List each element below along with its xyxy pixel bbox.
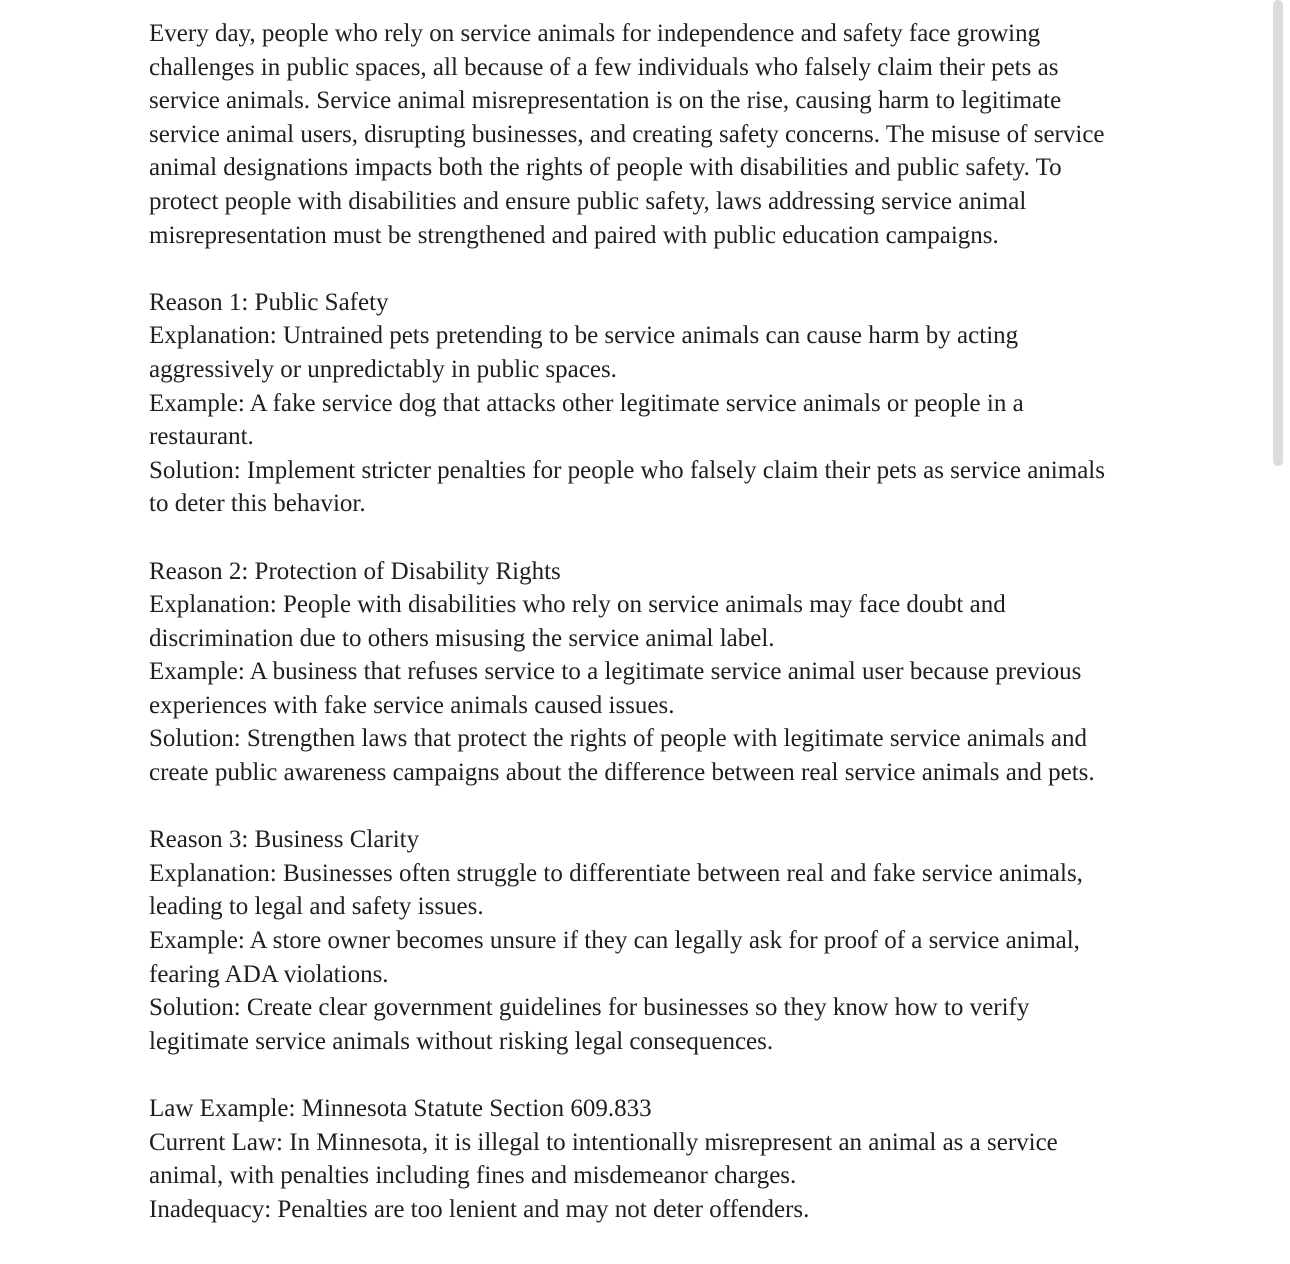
reason-1-solution: Solution: Implement stricter penalties for people who falsely claim their pets as service animals <box>149 456 1105 484</box>
intro-line: Every day, people who rely on service animals for independence and safety face growing <box>149 20 1041 47</box>
law-example-section <box>149 1092 1129 1226</box>
reason-2-solution: create public awareness campaigns about the difference between real service animals and pets. <box>149 759 1095 787</box>
paragraph-spacer <box>149 1058 1129 1092</box>
reason-2-heading: Reason 2: Protection of Disability Rights <box>149 557 561 585</box>
reason-1-heading: Reason 1: Public Safety <box>149 288 389 316</box>
intro-line: challenges in public spaces, all because of a few individuals who falsely claim their pets as <box>149 53 1059 81</box>
reason-1-example: Example: A fake service dog that attacks other legitimate service animals or people in a <box>149 389 1024 417</box>
paragraph-spacer <box>149 521 1129 555</box>
reason-3-solution: Solution: Create clear government guidelines for businesses so they know how to verify <box>149 994 1030 1022</box>
reason-2-explanation: Explanation: People with disabilities who rely on service animals may face doubt and <box>149 591 1006 619</box>
reason-3-example: Example: A store owner becomes unsure if they can legally ask for proof of a service animal, <box>149 927 1080 955</box>
intro-line: service animals. Service animal misrepresentation is on the rise, causing harm to legitimate <box>149 87 1062 115</box>
intro-line: misrepresentation must be strengthened and paired with public education campaigns. <box>149 221 999 249</box>
law-current: animal, with penalties including fines and misdemeanor charges. <box>149 1162 797 1190</box>
intro-paragraph <box>149 17 1129 252</box>
intro-line: animal designations impacts both the rights of people with disabilities and public safety. To <box>149 154 1062 182</box>
document-body <box>149 17 1129 1226</box>
reason-3-heading: Reason 3: Business Clarity <box>149 826 420 854</box>
reason-2-explanation: discrimination due to others misusing the service animal label. <box>149 624 775 652</box>
reason-2-example: experiences with fake service animals caused issues. <box>149 691 675 719</box>
reason-1-example: restaurant. <box>149 423 254 451</box>
law-inadequacy: Inadequacy: Penalties are too lenient and may not deter offenders. <box>149 1195 810 1223</box>
reason-2-example: Example: A business that refuses service to a legitimate service animal user because previous <box>149 658 1082 686</box>
intro-line: protect people with disabilities and ensure public safety, laws addressing service animal <box>149 187 1027 215</box>
scrollbar-thumb[interactable] <box>1273 0 1283 466</box>
reason-3-solution: legitimate service animals without risking legal consequences. <box>149 1027 774 1055</box>
reason-3-example: fearing ADA violations. <box>149 960 389 988</box>
reason-3-section <box>149 823 1129 1058</box>
intro-line: service animal users, disrupting businesses, and creating safety concerns. The misuse of service <box>149 120 1105 148</box>
reason-1-explanation: Explanation: Untrained pets pretending to be service animals can cause harm by acting <box>149 322 1019 350</box>
law-heading: Law Example: Minnesota Statute Section 609.833 <box>149 1095 652 1122</box>
vertical-scrollbar[interactable] <box>1270 0 1290 1264</box>
reason-1-solution: to deter this behavior. <box>149 490 366 518</box>
reason-3-explanation: Explanation: Businesses often struggle to differentiate between real and fake service animals, <box>149 859 1083 887</box>
law-current: Current Law: In Minnesota, it is illegal to intentionally misrepresent an animal as a service <box>149 1128 1058 1156</box>
reason-3-explanation: leading to legal and safety issues. <box>149 893 484 921</box>
reason-1-section <box>149 286 1129 521</box>
reason-2-solution: Solution: Strengthen laws that protect the rights of people with legitimate service animals and <box>149 725 1087 753</box>
reason-2-section <box>149 555 1129 790</box>
paragraph-spacer <box>149 790 1129 824</box>
reason-1-explanation: aggressively or unpredictably in public spaces. <box>149 355 617 383</box>
paragraph-spacer <box>149 252 1129 286</box>
